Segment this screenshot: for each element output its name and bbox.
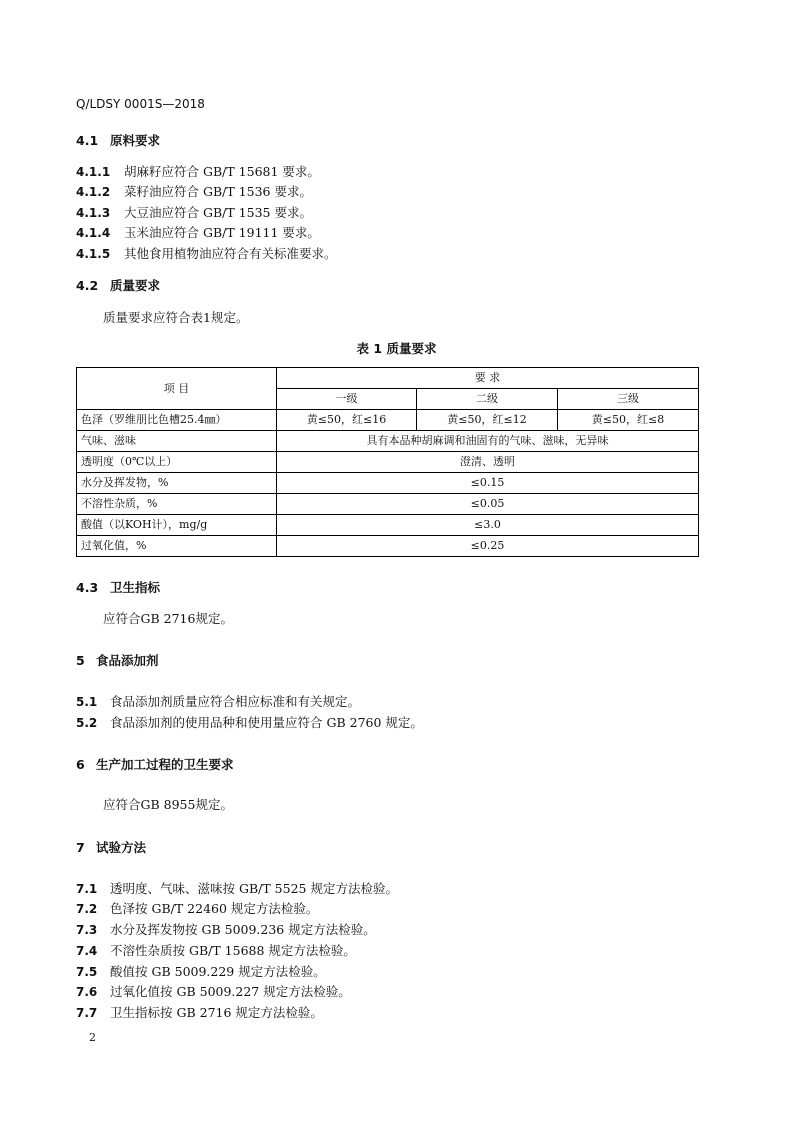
section-number: 4.3 xyxy=(76,580,99,595)
clause-text: 玉米油应符合 GB/T 19111 要求。 xyxy=(124,225,320,240)
clause-5-2 xyxy=(76,713,423,731)
clause-number: 7.4 xyxy=(76,944,98,958)
clause-text: 卫生指标按 GB 2716 规定方法检验。 xyxy=(110,1005,323,1020)
section-4-1-heading xyxy=(76,131,160,149)
page-number: 2 xyxy=(89,1031,96,1044)
section-number: 4.2 xyxy=(76,278,99,293)
clause-text: 其他食用植物油应符合有关标准要求。 xyxy=(124,246,337,261)
quality-requirements-table xyxy=(76,367,699,557)
row-item: 色泽（罗维朋比色槽25.4㎜） xyxy=(77,410,277,431)
clause-text: 色泽按 GB/T 22460 规定方法检验。 xyxy=(110,901,319,916)
table-row xyxy=(77,473,699,494)
clause-text: 胡麻籽应符合 GB/T 15681 要求。 xyxy=(124,164,320,179)
section-4-3-heading xyxy=(76,578,160,596)
clause-number: 7.3 xyxy=(76,923,98,937)
header-item: 项 目 xyxy=(77,368,277,410)
row-value: ≤0.15 xyxy=(277,473,699,494)
table-row xyxy=(77,536,699,557)
clause-text: 大豆油应符合 GB/T 1535 要求。 xyxy=(124,205,312,220)
row-value: ≤3.0 xyxy=(277,515,699,536)
row-grade-3: 黄≤50，红≤8 xyxy=(558,410,699,431)
row-grade-1: 黄≤50，红≤16 xyxy=(277,410,417,431)
clause-number: 5.1 xyxy=(76,695,98,709)
clause-number: 4.1.4 xyxy=(76,226,111,240)
table-row xyxy=(77,452,699,473)
clause-7-5 xyxy=(76,962,326,980)
clause-text: 酸值按 GB 5009.229 规定方法检验。 xyxy=(110,964,326,979)
section-title: 食品添加剂 xyxy=(96,653,159,668)
clause-4-1-1 xyxy=(76,162,320,180)
clause-number: 4.1.1 xyxy=(76,165,111,179)
clause-text: 水分及挥发物按 GB 5009.236 规定方法检验。 xyxy=(110,922,376,937)
clause-number: 4.1.3 xyxy=(76,206,111,220)
clause-text: 食品添加剂的使用品种和使用量应符合 GB 2760 规定。 xyxy=(110,715,423,730)
clause-7-6 xyxy=(76,982,351,1000)
section-7-heading xyxy=(76,838,146,856)
clause-4-1-4 xyxy=(76,223,320,241)
clause-text: 菜籽油应符合 GB/T 1536 要求。 xyxy=(124,184,312,199)
clause-4-1-3 xyxy=(76,203,312,221)
clause-text: 食品添加剂质量应符合相应标准和有关规定。 xyxy=(110,694,361,709)
clause-7-3 xyxy=(76,920,376,938)
table-header-row xyxy=(77,368,699,389)
clause-7-1 xyxy=(76,879,398,897)
clause-number: 4.1.2 xyxy=(76,185,111,199)
row-item: 不溶性杂质，% xyxy=(77,494,277,515)
row-item: 酸值（以KOH计），mg/g xyxy=(77,515,277,536)
table-caption: 表 1 质量要求 xyxy=(356,341,437,356)
table-row xyxy=(77,515,699,536)
clause-number: 5.2 xyxy=(76,716,98,730)
clause-4-1-5 xyxy=(76,244,337,262)
section-5-heading xyxy=(76,651,159,669)
clause-7-4 xyxy=(76,941,356,959)
section-title: 质量要求 xyxy=(110,278,161,293)
row-item: 过氧化值，% xyxy=(77,536,277,557)
section-title: 生产加工过程的卫生要求 xyxy=(96,757,234,772)
clause-text: 过氧化值按 GB 5009.227 规定方法检验。 xyxy=(110,984,351,999)
row-item: 水分及挥发物，% xyxy=(77,473,277,494)
grade-1-header: 一级 xyxy=(277,389,417,410)
clause-text: 不溶性杂质按 GB/T 15688 规定方法检验。 xyxy=(110,943,356,958)
section-number: 7 xyxy=(76,840,85,855)
clause-4-1-2 xyxy=(76,182,312,200)
section-title: 试验方法 xyxy=(96,840,147,855)
table-row xyxy=(77,410,699,431)
clause-text: 透明度、气味、滋味按 GB/T 5525 规定方法检验。 xyxy=(110,881,398,896)
row-grade-2: 黄≤50，红≤12 xyxy=(417,410,558,431)
clause-number: 7.7 xyxy=(76,1006,98,1020)
clause-number: 7.6 xyxy=(76,985,98,999)
row-value: ≤0.05 xyxy=(277,494,699,515)
document-code: Q/LDSY 0001S—2018 xyxy=(76,97,205,111)
row-value: 具有本品种胡麻调和油固有的气味、滋味，无异味 xyxy=(277,431,699,452)
clause-number: 7.2 xyxy=(76,902,98,916)
row-item: 透明度（0℃以上） xyxy=(77,452,277,473)
clause-5-1 xyxy=(76,692,360,710)
clause-number: 7.1 xyxy=(76,882,98,896)
row-value: ≤0.25 xyxy=(277,536,699,557)
clause-7-2 xyxy=(76,899,318,917)
paragraph-6: 应符合GB 8955规定。 xyxy=(103,797,233,812)
row-item: 气味、滋味 xyxy=(77,431,277,452)
table-row xyxy=(77,494,699,515)
grade-2-header: 二级 xyxy=(417,389,558,410)
header-requirement: 要 求 xyxy=(277,368,699,389)
paragraph-4-2: 质量要求应符合表1规定。 xyxy=(103,310,249,325)
clause-number: 4.1.5 xyxy=(76,247,111,261)
table-row xyxy=(77,431,699,452)
section-number: 4.1 xyxy=(76,133,99,148)
section-title: 原料要求 xyxy=(110,133,161,148)
section-4-2-heading xyxy=(76,276,160,294)
section-6-heading xyxy=(76,755,234,773)
clause-number: 7.5 xyxy=(76,965,98,979)
section-number: 5 xyxy=(76,653,85,668)
section-number: 6 xyxy=(76,757,85,772)
grade-3-header: 三级 xyxy=(558,389,699,410)
section-title: 卫生指标 xyxy=(110,580,161,595)
row-value: 澄清、透明 xyxy=(277,452,699,473)
clause-7-7 xyxy=(76,1003,323,1021)
paragraph-4-3: 应符合GB 2716规定。 xyxy=(103,611,233,626)
